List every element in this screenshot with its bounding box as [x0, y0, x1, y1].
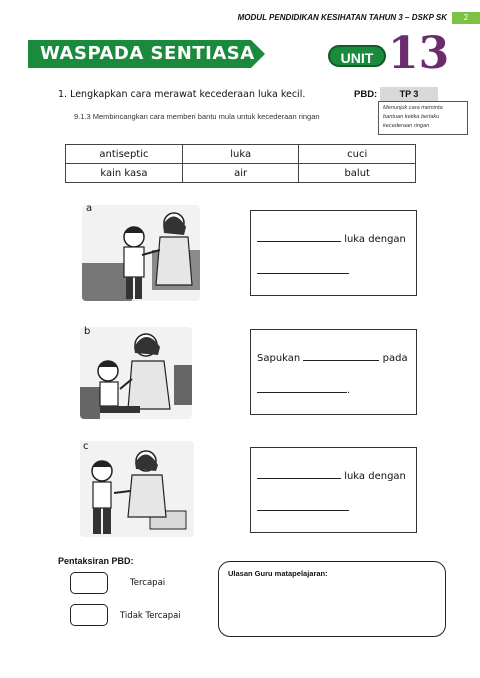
word-cell: air [182, 164, 298, 183]
answer-line-b1 [257, 352, 408, 364]
answer-text: luka dengan [344, 471, 406, 482]
item-label-a: a [86, 203, 93, 214]
achieved-label: Tercapai [130, 578, 166, 588]
blank-field[interactable] [257, 470, 341, 479]
answer-line-c1 [257, 470, 406, 482]
learning-standard: 9.1.3 Membincangkan cara memberi bantu mula untuk kecederaan ringan [74, 112, 320, 121]
tp-note: Menunjuk cara meminta bantuan ketika berlaku kecederaan ringan [378, 101, 468, 135]
word-cell: antiseptic [66, 145, 183, 164]
illustration-a [82, 205, 200, 301]
banner-title: WASPADA SENTIASA [40, 43, 255, 64]
answer-line-a2 [257, 265, 349, 277]
unit-number: 13 [388, 28, 450, 79]
answer-line-c2 [257, 502, 349, 514]
not-achieved-label: Tidak Tercapai [120, 611, 181, 621]
question-text: 1. Lengkapkan cara merawat kecederaan luka kecil. [58, 89, 306, 100]
module-title: MODUL PENDIDIKAN KESIHATAN TAHUN 3 – DSKP SK [237, 13, 447, 22]
word-bank-table [65, 144, 416, 183]
answer-line-b2 [257, 384, 350, 396]
answer-text: luka dengan [344, 234, 406, 245]
blank-field[interactable] [257, 502, 349, 511]
blank-field[interactable] [303, 352, 379, 361]
blank-field[interactable] [257, 384, 347, 393]
answer-box-c [250, 447, 417, 533]
item-label-c: c [83, 441, 89, 452]
achieved-checkbox[interactable] [70, 572, 108, 594]
teacher-review-title: Ulasan Guru matapelajaran: [228, 569, 328, 578]
word-cell: luka [182, 145, 298, 164]
word-bank-row [66, 164, 416, 183]
answer-box-a [250, 210, 417, 296]
blank-field[interactable] [257, 233, 341, 242]
tp-level: TP 3 [380, 87, 438, 101]
item-label-b: b [84, 326, 91, 337]
unit-badge: UNIT [328, 45, 386, 67]
blank-field[interactable] [257, 265, 349, 274]
answer-line-a1 [257, 233, 406, 245]
not-achieved-checkbox[interactable] [70, 604, 108, 626]
word-bank-row [66, 145, 416, 164]
answer-text: pada [382, 353, 408, 364]
illustration-c [80, 441, 194, 537]
page-number: 2 [452, 12, 480, 24]
assessment-title: Pentaksiran PBD: [58, 556, 134, 566]
word-cell: balut [299, 164, 416, 183]
word-cell: cuci [299, 145, 416, 164]
illustration-b [80, 327, 192, 419]
answer-text: Sapukan [257, 353, 301, 364]
answer-box-b [250, 329, 417, 415]
pbd-label: PBD: [354, 89, 378, 100]
answer-text: . [347, 385, 351, 396]
word-cell: kain kasa [66, 164, 183, 183]
